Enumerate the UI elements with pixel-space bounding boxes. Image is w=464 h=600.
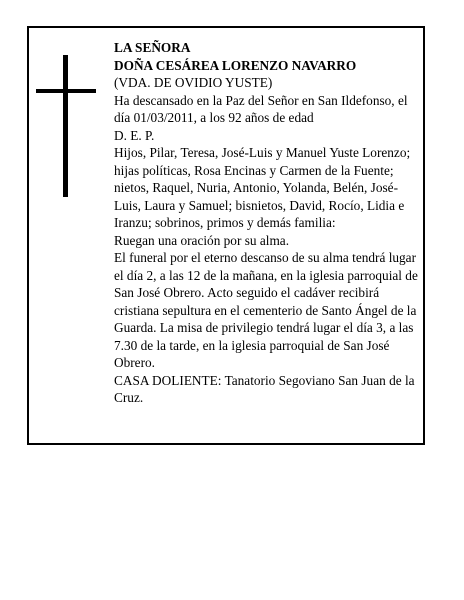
prayer-request: Ruegan una oración por su alma. [114, 232, 290, 248]
title-line-1: LA SEÑORA [114, 40, 191, 55]
cross-horizontal-bar [36, 89, 96, 93]
widow-of: (VDA. DE OVIDIO YUSTE) [114, 75, 273, 90]
announcement: Ha descansado en la Paz del Señor en San Ildefonso, el día 01/03/2011, a los 92 años de edad [114, 92, 408, 125]
obituary-text [114, 39, 422, 407]
deceased-name: DOÑA CESÁREA LORENZO NAVARRO [114, 57, 357, 73]
cross-icon [36, 55, 96, 197]
cross-vertical-bar [63, 55, 68, 197]
dep: D. E. P. [114, 127, 155, 143]
casa-doliente: CASA DOLIENTE: Tanatorio Segoviano San Juan de la Cruz. [114, 372, 415, 405]
funeral-details: El funeral por el eterno descanso de su alma tendrá lugar el día 2, a las 12 de la mañana, en la iglesia parroquial de San José Obrero. Acto seguido el cadáver recibirá cristiana sepultura en el cementerio de Santo Ángel de la Guarda. La misa de privilegio tendrá lugar el día 3, a las 7.30 de la tarde, en la iglesia parroquial de San José Obrero. [114, 250, 418, 370]
family-list: Hijos, Pilar, Teresa, José-Luis y Manuel Yuste Lorenzo; hijas políticas, Rosa Encinas y Carmen de la Fuente; nietos, Raquel, Nuria, Antonio, Yolanda, Belén, José-Luis, Laura y Samuel; bisnietos, David, Rocío, Lidia e Iranzu; sobrinos, primos y demás familia: [114, 145, 411, 230]
